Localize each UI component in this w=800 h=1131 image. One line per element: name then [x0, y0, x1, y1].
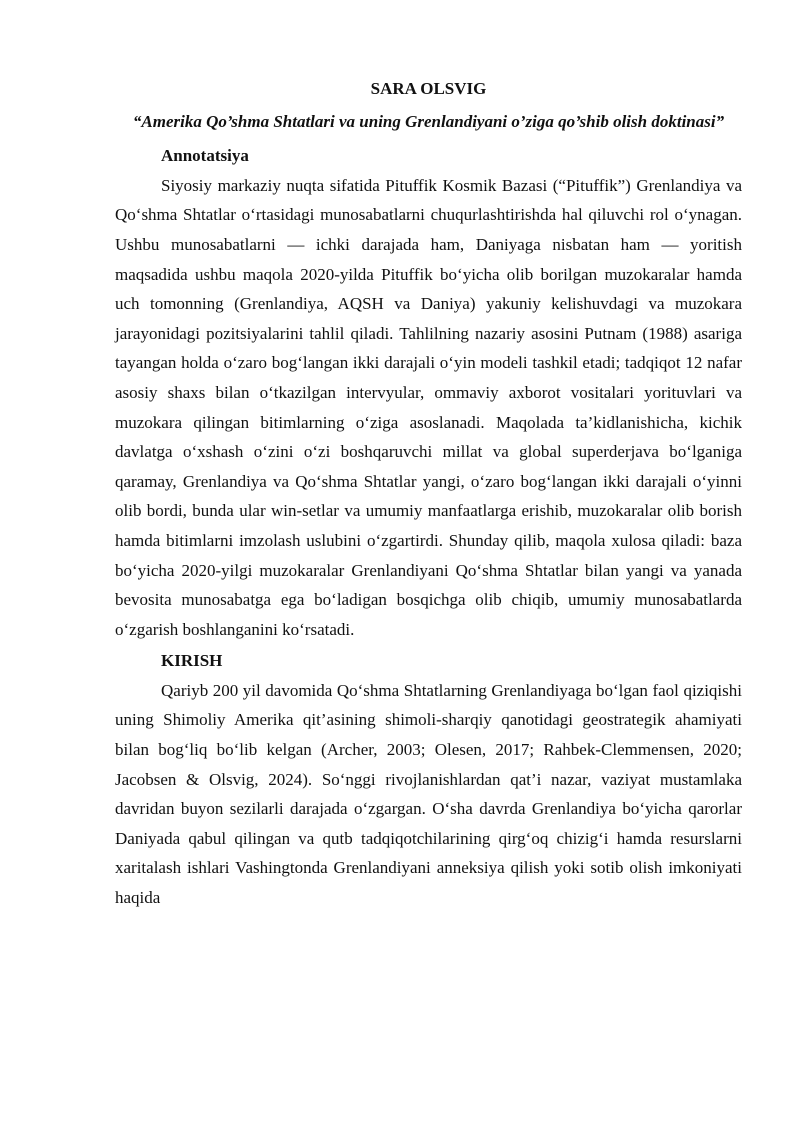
- annotation-paragraph: Siyosiy markaziy nuqta sifatida Pituffik Kosmik Bazasi (“Pituffik”) Grenlandiya va Qo‘shma Shtatlar o‘rtasidagi munosabatlarni chuqurlashtirishda hal qiluvchi rol o‘ynagan. Ushbu munosabatlarni — ichki darajada ham, Daniyaga nisbatan ham — yoritish maqsadida ushbu maqola 2020-yilda Pituffik bo‘yicha olib borilgan muzokaralar hamda uch tomonning (Grenlandiya, AQSH va Daniya) yakuniy kelishuvdagi va muzokara jarayonidagi pozitsiyalarini tahlil qiladi. Tahlilning nazariy asosini Putnam (1988) asariga tayangan holda o‘zaro bog‘langan ikki darajali o‘yin modeli tashkil etadi; tadqiqot 12 nafar asosiy shaxs bilan o‘tkazilgan intervyular, ommaviy axborot vositalari yorituvlari va muzokara qilingan bitimlarning o‘ziga asoslanadi. Maqolada ta’kidlanishicha, kichik davlatga o‘xshash o‘zini o‘zi boshqaruvchi millat va global superderjava bo‘lganiga qaramay, Grenlandiya va Qo‘shma Shtatlar yangi, o‘zaro bog‘langan ikki darajali o‘yinni olib bordi, bunda ular win-setlar va umumiy manfaatlarga erishib, muzokaralar olib borish hamda bitimlarni imzolash uslubini o‘zgartirdi. Shunday qilib, maqola xulosa qiladi: baza bo‘yicha 2020-yilgi muzokaralar Grenlandiyani Qo‘shma Shtatlar bilan yangi va yanada bevosita munosabatga ega bo‘ladigan bosqichga olib chiqib, umumiy munosabatlarda o‘zgarish boshlanganini ko‘rsatadi.: [115, 175, 742, 639]
- author-name: SARA OLSVIG: [370, 79, 487, 98]
- intro-paragraph: Qariyb 200 yil davomida Qo‘shma Shtatlarning Grenlandiyaga bo‘lgan faol qiziqishi uning Shimoliy Amerika qit’asining shimoli-sharqiy qanotidagi geostrategik ahamiyati bilan bog‘liq bo‘lib kelgan (Archer, 2003; Olesen, 2017; Rahbek-Clemmensen, 2020; Jacobsen & Olsvig, 2024). So‘nggi rivojlanishlardan qat’i nazar, vaziyat mustamlaka davridan buyon sezilarli darajada o‘zgargan. O‘sha davrda Grenlandiya bo‘yicha qarorlar Daniyada qabul qilingan va qutb tadqiqotchilarining qirg‘oq chizig‘i hamda resurslarni xaritalash ishlari Vashingtonda Grenlandiyani anneksiya qilish yoki sotib olish imkoniyati haqida: [115, 680, 742, 907]
- document-page: [115, 74, 742, 912]
- article-title: “Amerika Qo’shma Shtatlari va uning Grenlandiyani o’ziga qo’shib olish doktinasi”: [132, 112, 725, 132]
- intro-heading: KIRISH: [161, 651, 223, 671]
- annotation-heading: Annotatsiya: [161, 146, 249, 166]
